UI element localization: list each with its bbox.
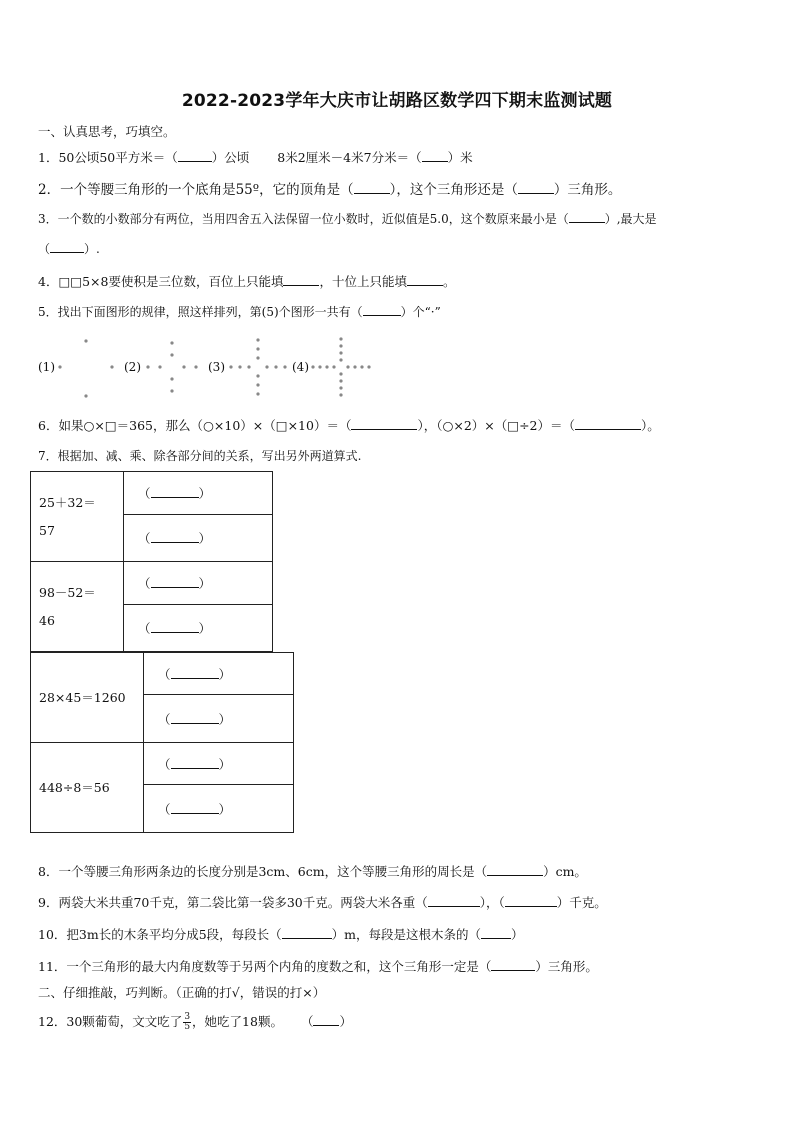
answer-cell[interactable]: （ ） [144, 695, 294, 743]
dot [339, 351, 342, 354]
dot-pattern-figure [0, 330, 400, 410]
dot [256, 383, 259, 386]
answer-blank[interactable] [354, 182, 390, 194]
dot [325, 365, 328, 368]
dot [256, 392, 259, 395]
dot [247, 365, 250, 368]
answer-blank[interactable] [505, 895, 557, 907]
dot [339, 372, 342, 375]
dot [170, 389, 173, 392]
dot [256, 374, 259, 377]
dot [58, 365, 61, 368]
page-title: 2022-2023学年大庆市让胡路区数学四下期末监测试题 [181, 91, 613, 111]
dot [265, 365, 268, 368]
answer-cell[interactable]: （ ） [144, 653, 294, 695]
figure-label-1: (1) [38, 360, 55, 374]
dot [256, 338, 259, 341]
section-1-heading: 一、认真思考，巧填空。 [38, 124, 176, 139]
dot [339, 386, 342, 389]
answer-blank[interactable] [575, 418, 641, 430]
answer-blank[interactable] [50, 241, 84, 253]
dot [238, 365, 241, 368]
dot [182, 365, 185, 368]
question-3-cont: （ ）. [38, 242, 100, 256]
question-12: 12．30颗葡萄，文文吃了 $\frac{3}{5}$ ，她吃了18颗。 （ ） [38, 1012, 352, 1032]
dot [339, 337, 342, 340]
answer-cell[interactable]: （ ） [124, 515, 273, 562]
expression-cell: 25＋32＝ 57 [31, 472, 124, 562]
figure-4-dots [311, 337, 370, 396]
operations-table-2 [30, 652, 294, 833]
question-3: 3．一个数的小数部分有两位，当用四舍五入法保留一位小数时，近似值是5.0，这个数原来最小是（ ）,最大是 [38, 212, 657, 226]
dot [146, 365, 149, 368]
question-2: 2．一个等腰三角形的一个底角是55º，它的顶角是（ ），这个三角形还是（ ）三角形。 [38, 182, 622, 198]
figure-label-2: (2) [124, 360, 141, 374]
figure-label-3: (3) [208, 360, 225, 374]
question-9: 9．两袋大米共重70千克，第二袋比第一袋多30千克。两袋大米各重（ ），（ ）千克。 [38, 895, 607, 910]
answer-blank[interactable] [178, 150, 212, 162]
answer-blank[interactable] [481, 927, 511, 939]
answer-blank[interactable] [313, 1014, 339, 1026]
dot [367, 365, 370, 368]
dot [194, 365, 197, 368]
dot [170, 377, 173, 380]
question-4: 4．□□5×8要使积是三位数，百位上只能填 ，十位上只能填 。 [38, 274, 456, 289]
question-1: 1．50公顷50平方米＝（ ）公顷 8米2厘米－4米7分米＝（ ）米 [38, 150, 473, 165]
dot [339, 379, 342, 382]
dot [353, 365, 356, 368]
dot [346, 365, 349, 368]
dot [339, 358, 342, 361]
figure-2-dots [146, 341, 197, 392]
question-6: 6．如果○×□＝365，那么（○×10）×（□×10）＝（ ），（○×2）×（□÷2）＝（ ）。 [38, 418, 660, 433]
answer-blank[interactable] [487, 864, 543, 876]
answer-cell[interactable]: （ ） [124, 562, 273, 605]
figure-label-4: (4) [292, 360, 309, 374]
question-5: 5．找出下面图形的规律，照这样排列，第(5)个图形一共有（ ）个“·” [38, 305, 441, 319]
figure-3-dots [229, 338, 286, 395]
dot [339, 393, 342, 396]
question-11: 11．一个三角形的最大内角度数等于另两个内角的度数之和，这个三角形一定是（ ）三角形。 [38, 959, 598, 974]
answer-blank[interactable] [407, 274, 443, 286]
dot [283, 365, 286, 368]
dot [360, 365, 363, 368]
expression-cell: 98－52＝ 46 [31, 562, 124, 652]
answer-blank[interactable] [569, 211, 605, 223]
dot [274, 365, 277, 368]
question-8: 8．一个等腰三角形两条边的长度分别是3cm、6cm，这个等腰三角形的周长是（ ）cm。 [38, 864, 587, 879]
answer-blank[interactable] [282, 927, 332, 939]
dot [158, 365, 161, 368]
question-10: 10．把3m长的木条平均分成5段，每段长（ ）m，每段是这根木条的（ ） [38, 927, 524, 942]
answer-cell[interactable]: （ ） [144, 743, 294, 785]
section-2-heading: 二、仔细推敲，巧判断。（正确的打√，错误的打×） [38, 985, 326, 1000]
answer-blank[interactable] [351, 418, 417, 430]
answer-blank[interactable] [491, 959, 535, 971]
dot [311, 365, 314, 368]
operations-table-1 [30, 471, 273, 652]
dot [332, 365, 335, 368]
dot [256, 356, 259, 359]
answer-blank[interactable] [518, 182, 554, 194]
dot [84, 394, 87, 397]
dot [170, 341, 173, 344]
answer-blank[interactable] [422, 150, 448, 162]
answer-cell[interactable]: （ ） [124, 605, 273, 652]
expression-cell: 448÷8＝56 [31, 743, 144, 833]
dot [256, 347, 259, 350]
figure-1-dots [58, 339, 113, 397]
fraction: $\frac{3}{5}$ [184, 1012, 191, 1032]
dot [84, 339, 87, 342]
dot [110, 365, 113, 368]
dot [170, 353, 173, 356]
answer-blank[interactable] [428, 895, 480, 907]
question-7: 7．根据加、减、乘、除各部分间的关系，写出另外两道算式. [38, 449, 362, 463]
dot [229, 365, 232, 368]
expression-cell: 28×45＝1260 [31, 653, 144, 743]
answer-blank[interactable] [283, 274, 319, 286]
answer-blank[interactable] [363, 304, 401, 316]
dot [318, 365, 321, 368]
answer-cell[interactable]: （ ） [124, 472, 273, 515]
answer-cell[interactable]: （ ） [144, 785, 294, 833]
dot [339, 344, 342, 347]
